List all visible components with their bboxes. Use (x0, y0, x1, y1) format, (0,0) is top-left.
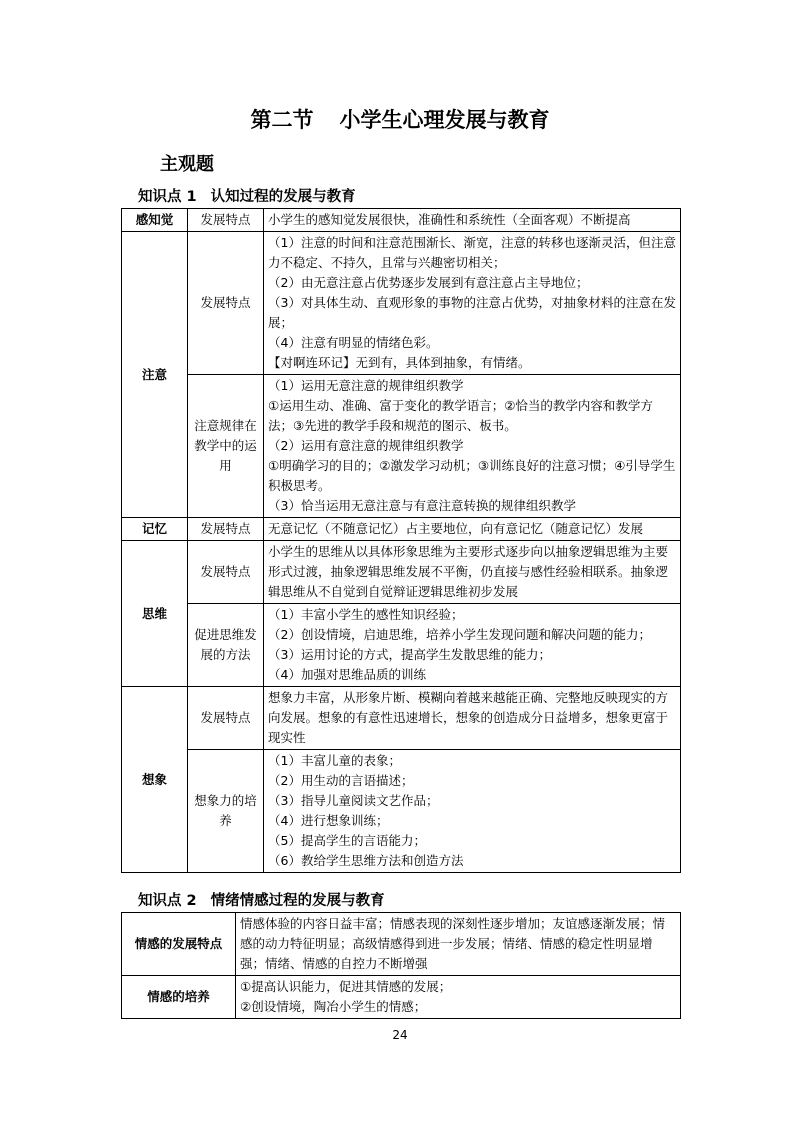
cognition-table (121, 208, 681, 873)
list-item: （3）指导儿童阅读文艺作品； (268, 793, 439, 808)
list-item: （3）对具体生动、直观形象的事物的注意占优势，对抽象材料的注意在发展； (268, 295, 676, 330)
list-item: （5）提高学生的言语能力； (268, 833, 426, 848)
list-item: （2）用生动的言语描述； (268, 773, 414, 788)
list-item: （1）丰富小学生的感性知识经验； (268, 607, 464, 622)
subcategory-label: 发展特点 (188, 541, 264, 604)
list-item: ②创设情境，陶冶小学生的情感； (240, 999, 427, 1014)
category-thinking: 思维 (122, 541, 188, 687)
list-item: （2）由无意注意占优势逐步发展到有意注意占主导地位； (268, 275, 589, 290)
list-item: （1）注意的时间和注意范围渐长、渐宽，注意的转移也逐渐灵活，但注意力不稳定、不持久，且常与兴趣密切相关； (268, 235, 676, 270)
subcategory-label: 发展特点 (188, 687, 264, 750)
category-attention: 注意 (122, 232, 188, 518)
imagination-features-content: 想象力丰富，从形象片断、模糊向着越来越能正确、完整地反映现实的方向发展。想象的有意性迅速增长，想象的创造成分日益增多，想象更富于现实性 (264, 687, 681, 750)
section-title (0, 104, 800, 134)
emotion-features-content: 情感体验的内容日益丰富；情感表现的深刻性逐步增加；友谊感逐渐发展；情感的动力特征明显；高级情感得到进一步发展；情绪、情感的稳定性明显增强；情绪、情感的自控力不断增强 (236, 913, 681, 976)
subcategory-label: 发展特点 (188, 232, 264, 375)
table-row (122, 375, 681, 518)
subjective-heading: 主观题 (160, 154, 214, 175)
table-row (122, 232, 681, 375)
perception-content: 小学生的感知觉发展很快，准确性和系统性（全面客观）不断提高 (264, 209, 681, 232)
list-item: ①提高认识能力，促进其情感的发展； (240, 979, 452, 994)
table-row (122, 687, 681, 750)
table-row (122, 913, 681, 976)
subcategory-label: 发展特点 (188, 518, 264, 541)
kp2-title: 情绪情感过程的发展与教育 (210, 893, 385, 909)
table-row (122, 976, 681, 1019)
attention-features-content (264, 232, 681, 375)
category-imagination: 想象 (122, 687, 188, 873)
table-row (122, 604, 681, 687)
list-item: ①明确学习的目的；②激发学习动机；③训练良好的注意习惯；④引导学生积极思考。 (268, 458, 676, 493)
emotion-cultivation-content (236, 976, 681, 1019)
knowledge-point-1-heading (138, 185, 356, 206)
list-item: （4）注意有明显的情绪色彩。 (268, 335, 439, 350)
list-item: （4）加强对思维品质的训练 (268, 667, 426, 682)
table-row (122, 750, 681, 873)
subcategory-label: 发展特点 (188, 209, 264, 232)
list-item: （4）进行想象训练； (268, 813, 389, 828)
list-item: （1）运用无意注意的规律组织教学 (268, 378, 464, 393)
table-row (122, 518, 681, 541)
list-item: （3）运用讨论的方式，提高学生发散思维的能力； (268, 647, 551, 662)
category-emotion-features: 情感的发展特点 (122, 913, 236, 976)
emotion-table (121, 912, 681, 1019)
kp2-number: 知识点 2 (138, 893, 197, 909)
kp1-title: 认知过程的发展与教育 (210, 189, 356, 205)
kp1-number: 知识点 1 (138, 189, 197, 205)
list-item: （1）丰富儿童的表象； (268, 753, 401, 768)
table-row (122, 541, 681, 604)
list-item: （6）教给学生思维方法和创造方法 (268, 853, 464, 868)
attention-teaching-content (264, 375, 681, 518)
subcategory-label: 想象力的培养 (188, 750, 264, 873)
section-title-number: 第二节 (250, 108, 314, 132)
imagination-cultivation-content (264, 750, 681, 873)
thinking-methods-content (264, 604, 681, 687)
table-row (122, 209, 681, 232)
list-item: ①运用生动、准确、富于变化的教学语言；②恰当的教学内容和教学方法；③先进的教学手段和规范的图示、板书。 (268, 398, 653, 433)
category-memory: 记忆 (122, 518, 188, 541)
section-title-text: 小学生心理发展与教育 (339, 108, 550, 132)
mnemonic-note: 【对啊连环记】无到有，具体到抽象，有情绪。 (268, 355, 531, 370)
category-perception: 感知觉 (122, 209, 188, 232)
subcategory-label: 注意规律在教学中的运用 (188, 375, 264, 518)
page-number: 24 (392, 1028, 408, 1042)
list-item: （3）恰当运用无意注意与有意注意转换的规律组织教学 (268, 498, 576, 513)
subcategory-label: 促进思维发展的方法 (188, 604, 264, 687)
list-item: （2）运用有意注意的规律组织教学 (268, 438, 464, 453)
category-emotion-cultivation: 情感的培养 (122, 976, 236, 1019)
thinking-features-content: 小学生的思维从以具体形象思维为主要形式逐步向以抽象逻辑思维为主要形式过渡，抽象逻辑思维发展不平衡，仍直接与感性经验相联系。抽象逻辑思维从不自觉到自觉辩证逻辑思维初步发展 (264, 541, 681, 604)
knowledge-point-2-heading (138, 889, 385, 910)
memory-content: 无意记忆（不随意记忆）占主要地位，向有意记忆（随意记忆）发展 (264, 518, 681, 541)
list-item: （2）创设情境，启迪思维，培养小学生发现问题和解决问题的能力； (268, 627, 651, 642)
